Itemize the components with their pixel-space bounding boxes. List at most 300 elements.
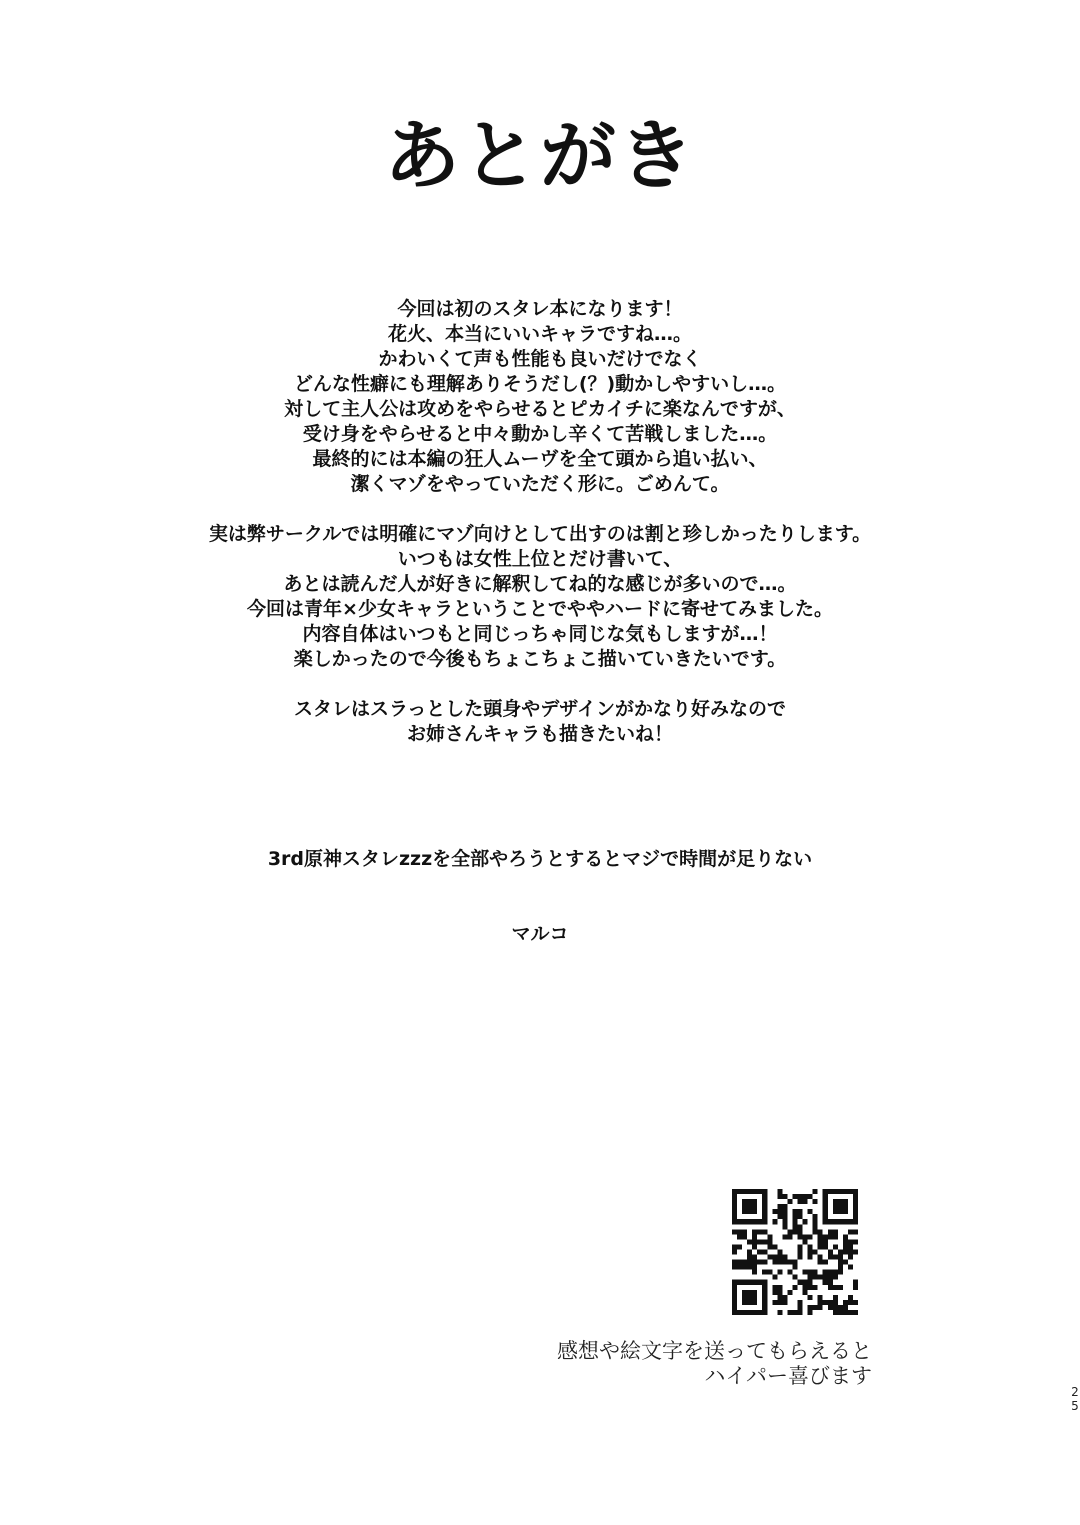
text-line: あとは読んだ人が好きに解釈してね的な感じが多いので…。 xyxy=(283,573,797,595)
qr-module xyxy=(757,1239,762,1244)
text-line: 受け身をやらせると中々動かし辛くて苦戦しました…。 xyxy=(302,423,778,445)
qr-module xyxy=(752,1199,757,1204)
qr-module xyxy=(823,1239,828,1244)
qr-module xyxy=(823,1300,828,1305)
qr-module xyxy=(838,1249,843,1254)
qr-module xyxy=(803,1270,808,1275)
qr-module xyxy=(803,1219,808,1224)
qr-module xyxy=(792,1219,797,1224)
qr-module xyxy=(833,1209,838,1214)
qr-module xyxy=(777,1310,782,1315)
qr-caption-line: ハイパー喜びます xyxy=(704,1364,872,1388)
qr-module xyxy=(818,1295,823,1300)
qr-module xyxy=(818,1244,823,1249)
text-line: 楽しかったので今後もちょこちょこ描いていきたいです。 xyxy=(293,648,787,670)
page-number-digit: 5 xyxy=(1071,1399,1079,1413)
qr-module xyxy=(757,1260,762,1265)
qr-module xyxy=(813,1275,818,1280)
qr-module xyxy=(808,1194,813,1199)
qr-module xyxy=(772,1300,777,1305)
qr-module xyxy=(828,1219,833,1224)
qr-module xyxy=(762,1239,767,1244)
qr-module xyxy=(848,1249,853,1254)
qr-module xyxy=(772,1244,777,1249)
qr-module xyxy=(742,1260,747,1265)
qr-module xyxy=(833,1244,838,1249)
qr-module xyxy=(762,1295,767,1300)
qr-module xyxy=(828,1270,833,1275)
qr-module xyxy=(838,1310,843,1315)
qr-module xyxy=(828,1229,833,1234)
qr-module xyxy=(747,1260,752,1265)
qr-module xyxy=(777,1290,782,1295)
qr-module xyxy=(732,1260,737,1265)
qr-module xyxy=(808,1209,813,1214)
qr-module xyxy=(732,1209,737,1214)
qr-module xyxy=(742,1265,747,1270)
qr-module xyxy=(803,1290,808,1295)
qr-module xyxy=(742,1234,747,1239)
qr-module xyxy=(798,1209,803,1214)
qr-module xyxy=(843,1310,848,1315)
qr-module xyxy=(757,1310,762,1315)
qr-module xyxy=(853,1310,858,1315)
qr-module xyxy=(762,1209,767,1214)
qr-module xyxy=(732,1280,737,1285)
qr-module xyxy=(818,1305,823,1310)
tagline: 3rd原神スタレzzzを全部やろうとするとマジで時間が足りない xyxy=(267,848,813,870)
qr-module xyxy=(772,1209,777,1214)
qr-module xyxy=(762,1285,767,1290)
qr-module xyxy=(747,1300,752,1305)
text-line: 今回は青年×少女キャラということでややハードに寄せてみました。 xyxy=(247,598,833,620)
qr-module xyxy=(798,1214,803,1219)
qr-module xyxy=(732,1204,737,1209)
text-line: お姉さんキャラも描きたいね！ xyxy=(406,723,673,745)
qr-module xyxy=(742,1209,747,1214)
qr-module xyxy=(798,1305,803,1310)
qr-module xyxy=(732,1214,737,1219)
qr-module xyxy=(757,1280,762,1285)
qr-module xyxy=(742,1189,747,1194)
qr-module xyxy=(823,1204,828,1209)
qr-module xyxy=(732,1194,737,1199)
qr-module xyxy=(762,1310,767,1315)
qr-module xyxy=(752,1189,757,1194)
qr-module xyxy=(762,1219,767,1224)
afterword-paragraph-1 xyxy=(0,297,1080,497)
qr-module xyxy=(767,1234,772,1239)
qr-module xyxy=(762,1270,767,1275)
qr-module xyxy=(732,1300,737,1305)
qr-module xyxy=(848,1310,853,1315)
qr-module xyxy=(787,1199,792,1204)
qr-module xyxy=(818,1234,823,1239)
qr-module xyxy=(792,1224,797,1229)
qr-module xyxy=(792,1209,797,1214)
qr-module xyxy=(813,1224,818,1229)
qr-module xyxy=(737,1189,742,1194)
qr-module xyxy=(747,1249,752,1254)
qr-module xyxy=(848,1300,853,1305)
qr-module xyxy=(838,1189,843,1194)
qr-module xyxy=(833,1300,838,1305)
qr-module xyxy=(813,1229,818,1234)
qr-module xyxy=(853,1285,858,1290)
qr-module xyxy=(823,1234,828,1239)
qr-module xyxy=(853,1214,858,1219)
qr-module xyxy=(757,1249,762,1254)
qr-module xyxy=(803,1239,808,1244)
qr-module xyxy=(823,1260,828,1265)
text-line: 対して主人公は攻めをやらせるとピカイチに楽なんですが、 xyxy=(284,398,796,420)
qr-module xyxy=(828,1305,833,1310)
text-line: スタレはスラっとした頭身やデザインがかなり好みなので xyxy=(294,698,786,720)
qr-module xyxy=(787,1260,792,1265)
qr-module xyxy=(803,1199,808,1204)
qr-module xyxy=(813,1305,818,1310)
qr-module xyxy=(833,1229,838,1234)
qr-module xyxy=(782,1255,787,1260)
qr-module xyxy=(737,1229,742,1234)
qr-module xyxy=(777,1204,782,1209)
qr-module xyxy=(737,1260,742,1265)
qr-module xyxy=(828,1249,833,1254)
qr-module xyxy=(833,1285,838,1290)
qr-module xyxy=(732,1265,737,1270)
qr-module xyxy=(782,1295,787,1300)
qr-module xyxy=(853,1229,858,1234)
qr-module xyxy=(752,1204,757,1209)
qr-module xyxy=(843,1189,848,1194)
qr-module xyxy=(737,1310,742,1315)
qr-module xyxy=(737,1244,742,1249)
qr-module xyxy=(767,1239,772,1244)
qr-module xyxy=(732,1305,737,1310)
qr-module xyxy=(792,1194,797,1199)
text-line: 最終的には本編の狂人ムーヴを全て頭から追い払い、 xyxy=(312,448,768,470)
qr-module xyxy=(808,1310,813,1315)
qr-module xyxy=(777,1249,782,1254)
qr-module xyxy=(828,1280,833,1285)
qr-module xyxy=(833,1295,838,1300)
qr-module xyxy=(813,1199,818,1204)
qr-module xyxy=(813,1219,818,1224)
qr-module xyxy=(732,1229,737,1234)
text-line: かわいくて声も性能も良いだけでなく xyxy=(378,348,702,370)
qr-module xyxy=(798,1224,803,1229)
qr-module xyxy=(772,1275,777,1280)
qr-module xyxy=(782,1209,787,1214)
qr-module xyxy=(833,1310,838,1315)
qr-module xyxy=(752,1260,757,1265)
qr-module xyxy=(777,1209,782,1214)
qr-module xyxy=(838,1219,843,1224)
qr-module xyxy=(782,1260,787,1265)
qr-module xyxy=(843,1199,848,1204)
qr-module xyxy=(792,1285,797,1290)
qr-module xyxy=(828,1189,833,1194)
qr-module xyxy=(742,1280,747,1285)
qr-module xyxy=(803,1194,808,1199)
text-line: いつもは女性上位とだけ書いて、 xyxy=(397,548,683,570)
qr-module xyxy=(813,1270,818,1275)
qr-module xyxy=(833,1270,838,1275)
qr-module xyxy=(833,1305,838,1310)
qr-module xyxy=(777,1189,782,1194)
qr-module xyxy=(747,1255,752,1260)
qr-module xyxy=(833,1275,838,1280)
qr-module xyxy=(732,1244,737,1249)
qr-module xyxy=(823,1219,828,1224)
page-title: あとがき xyxy=(384,111,696,200)
qr-module xyxy=(798,1280,803,1285)
qr-module xyxy=(853,1219,858,1224)
qr-module xyxy=(752,1255,757,1260)
qr-module xyxy=(752,1295,757,1300)
qr-module xyxy=(838,1305,843,1310)
qr-module xyxy=(742,1300,747,1305)
qr-module xyxy=(818,1260,823,1265)
qr-module xyxy=(853,1300,858,1305)
qr-module xyxy=(747,1310,752,1315)
qr-module xyxy=(808,1249,813,1254)
qr-module xyxy=(762,1194,767,1199)
qr-module xyxy=(747,1290,752,1295)
qr-module xyxy=(732,1199,737,1204)
qr-module xyxy=(752,1265,757,1270)
qr-caption xyxy=(557,1339,872,1389)
qr-module xyxy=(742,1219,747,1224)
qr-module xyxy=(853,1209,858,1214)
qr-module xyxy=(737,1280,742,1285)
qr-module xyxy=(782,1214,787,1219)
page-number-digit: 2 xyxy=(1071,1385,1079,1399)
qr-module xyxy=(747,1199,752,1204)
qr-module xyxy=(813,1214,818,1219)
qr-module xyxy=(762,1260,767,1265)
qr-module xyxy=(742,1229,747,1234)
qr-module xyxy=(777,1295,782,1300)
qr-module xyxy=(828,1275,833,1280)
qr-module xyxy=(777,1194,782,1199)
qr-module xyxy=(838,1270,843,1275)
qr-module xyxy=(818,1275,823,1280)
qr-module xyxy=(792,1275,797,1280)
qr-module xyxy=(823,1280,828,1285)
qr-module xyxy=(828,1234,833,1239)
text-line: 実は弊サークルでは明確にマゾ向けとして出すのは割と珍しかったりします。 xyxy=(208,523,872,545)
qr-module xyxy=(828,1255,833,1260)
qr-module xyxy=(798,1310,803,1315)
qr-module xyxy=(813,1189,818,1194)
qr-module xyxy=(808,1285,813,1290)
qr-module xyxy=(853,1249,858,1254)
text-line: 今回は初のスタレ本になります！ xyxy=(397,298,683,320)
qr-module xyxy=(772,1219,777,1224)
qr-module xyxy=(787,1234,792,1239)
qr-module xyxy=(848,1239,853,1244)
qr-module xyxy=(772,1260,777,1265)
qr-module xyxy=(762,1229,767,1234)
qr-module xyxy=(777,1270,782,1275)
qr-module xyxy=(767,1255,772,1260)
qr-code-icon[interactable] xyxy=(732,1189,858,1315)
qr-module xyxy=(787,1290,792,1295)
qr-module xyxy=(853,1239,858,1244)
qr-module xyxy=(792,1310,797,1315)
qr-module xyxy=(752,1239,757,1244)
qr-module xyxy=(843,1305,848,1310)
qr-module xyxy=(838,1204,843,1209)
qr-module xyxy=(848,1265,853,1270)
qr-module xyxy=(803,1285,808,1290)
qr-module xyxy=(762,1280,767,1285)
qr-module xyxy=(792,1265,797,1270)
qr-module xyxy=(853,1199,858,1204)
qr-module xyxy=(838,1260,843,1265)
qr-module xyxy=(777,1285,782,1290)
afterword-paragraph-3 xyxy=(0,697,1080,747)
afterword-paragraph-2 xyxy=(0,522,1080,672)
qr-module xyxy=(798,1249,803,1254)
qr-module xyxy=(808,1295,813,1300)
qr-module xyxy=(762,1199,767,1204)
qr-module xyxy=(818,1255,823,1260)
qr-module xyxy=(782,1300,787,1305)
qr-module xyxy=(747,1209,752,1214)
qr-module xyxy=(757,1229,762,1234)
qr-module xyxy=(742,1204,747,1209)
qr-module xyxy=(808,1275,813,1280)
qr-module xyxy=(833,1199,838,1204)
qr-module xyxy=(762,1249,767,1254)
qr-module xyxy=(803,1280,808,1285)
qr-module xyxy=(762,1214,767,1219)
qr-module xyxy=(772,1285,777,1290)
text-line: 内容自体はいつもと同じっちゃ同じな気もしますが…！ xyxy=(302,623,778,645)
qr-module xyxy=(808,1234,813,1239)
qr-module xyxy=(808,1305,813,1310)
qr-module xyxy=(813,1285,818,1290)
qr-module xyxy=(752,1234,757,1239)
qr-module xyxy=(838,1209,843,1214)
qr-module xyxy=(747,1219,752,1224)
qr-module xyxy=(808,1244,813,1249)
qr-module xyxy=(853,1280,858,1285)
qr-module xyxy=(848,1229,853,1234)
author-name: マルコ xyxy=(511,923,569,945)
qr-module xyxy=(752,1244,757,1249)
qr-module xyxy=(742,1310,747,1315)
qr-module xyxy=(787,1229,792,1234)
qr-module xyxy=(853,1194,858,1199)
qr-module xyxy=(752,1270,757,1275)
qr-module xyxy=(752,1219,757,1224)
qr-module xyxy=(828,1285,833,1290)
text-line: 花火、本当にいいキャラですね…。 xyxy=(387,323,692,345)
qr-module xyxy=(798,1194,803,1199)
text-line: 潔くマゾをやっていただく形に。ごめんて。 xyxy=(350,473,730,495)
qr-module xyxy=(823,1270,828,1275)
qr-module xyxy=(792,1229,797,1234)
qr-module xyxy=(798,1199,803,1204)
qr-module xyxy=(843,1234,848,1239)
qr-module xyxy=(798,1300,803,1305)
qr-module xyxy=(848,1255,853,1260)
qr-module xyxy=(808,1270,813,1275)
qr-module xyxy=(782,1224,787,1229)
qr-module xyxy=(848,1189,853,1194)
qr-module xyxy=(813,1249,818,1254)
qr-module xyxy=(833,1219,838,1224)
qr-module xyxy=(772,1290,777,1295)
qr-module xyxy=(737,1265,742,1270)
qr-module xyxy=(777,1260,782,1265)
qr-module xyxy=(732,1310,737,1315)
qr-module xyxy=(798,1234,803,1239)
qr-module xyxy=(838,1265,843,1270)
text-line: どんな性癖にも理解ありそうだし(？)動かしやすいし…。 xyxy=(293,373,787,395)
qr-module xyxy=(818,1239,823,1244)
qr-module xyxy=(838,1255,843,1260)
qr-module xyxy=(843,1300,848,1305)
qr-module xyxy=(823,1214,828,1219)
qr-module xyxy=(777,1300,782,1305)
qr-module xyxy=(752,1209,757,1214)
qr-module xyxy=(752,1300,757,1305)
qr-module xyxy=(742,1290,747,1295)
qr-module xyxy=(762,1305,767,1310)
qr-module xyxy=(823,1194,828,1199)
qr-module xyxy=(747,1189,752,1194)
qr-module xyxy=(823,1189,828,1194)
qr-module xyxy=(747,1265,752,1270)
qr-module xyxy=(752,1310,757,1315)
qr-module xyxy=(833,1234,838,1239)
qr-module xyxy=(732,1249,737,1254)
qr-module xyxy=(752,1229,757,1234)
qr-module xyxy=(848,1219,853,1224)
qr-module xyxy=(787,1270,792,1275)
qr-module xyxy=(742,1295,747,1300)
qr-module xyxy=(762,1290,767,1295)
qr-module xyxy=(838,1199,843,1204)
qr-module xyxy=(843,1260,848,1265)
qr-module xyxy=(762,1189,767,1194)
qr-module xyxy=(803,1234,808,1239)
qr-module xyxy=(843,1204,848,1209)
qr-module xyxy=(762,1204,767,1209)
qr-module xyxy=(798,1229,803,1234)
qr-module xyxy=(838,1285,843,1290)
qr-module xyxy=(737,1219,742,1224)
qr-module xyxy=(777,1255,782,1260)
qr-module xyxy=(732,1189,737,1194)
qr-module xyxy=(848,1295,853,1300)
qr-module xyxy=(752,1280,757,1285)
qr-module xyxy=(737,1234,742,1239)
qr-module xyxy=(747,1239,752,1244)
qr-module xyxy=(742,1199,747,1204)
qr-module xyxy=(757,1189,762,1194)
qr-module xyxy=(818,1229,823,1234)
qr-module xyxy=(772,1255,777,1260)
qr-module xyxy=(853,1189,858,1194)
qr-module xyxy=(843,1209,848,1214)
qr-module xyxy=(848,1244,853,1249)
qr-module xyxy=(762,1300,767,1305)
